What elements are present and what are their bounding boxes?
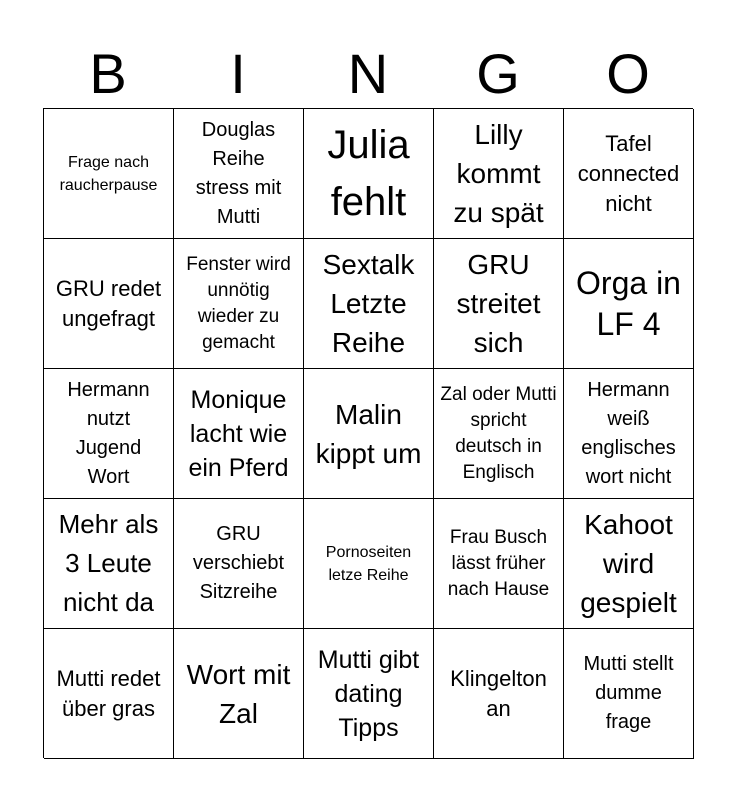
bingo-cell[interactable] <box>564 629 694 759</box>
bingo-cell[interactable] <box>564 239 694 369</box>
header-letter-i: I <box>230 42 246 105</box>
bingo-cell[interactable] <box>434 629 564 759</box>
bingo-cell[interactable] <box>304 239 434 369</box>
bingo-cell[interactable] <box>304 109 434 239</box>
header-letter-o: O <box>606 42 650 105</box>
bingo-cell[interactable] <box>304 629 434 759</box>
bingo-cell[interactable] <box>44 369 174 499</box>
bingo-cell[interactable] <box>304 369 434 499</box>
cell-text: Tafel connected nicht <box>577 130 680 216</box>
bingo-cell[interactable] <box>174 109 304 239</box>
bingo-cell[interactable] <box>564 369 694 499</box>
cell-text: Sextalk Letzte Reihe <box>322 249 415 358</box>
cell-text: Wort mit Zal <box>186 658 291 729</box>
bingo-cell[interactable] <box>564 109 694 239</box>
cell-text: Lilly kommt zu spät <box>453 119 544 228</box>
bingo-cell[interactable] <box>44 109 174 239</box>
bingo-cell[interactable] <box>434 369 564 499</box>
cell-text: Frage nach raucherpause <box>59 153 158 194</box>
cell-text: Douglas Reihe stress mit Mutti <box>195 118 282 228</box>
bingo-cell[interactable] <box>174 369 304 499</box>
cell-text: Orga in LF 4 <box>576 264 681 342</box>
cell-text: GRU verschiebt Sitzreihe <box>192 523 285 603</box>
cell-text: Zal oder Mutti spricht deutsch in Englisch <box>440 383 557 483</box>
cell-text: Kahoot wird gespielt <box>580 509 677 618</box>
cell-text: Mutti redet über gras <box>56 665 161 721</box>
cell-text: Hermann nutzt Jugend Wort <box>67 378 150 488</box>
bingo-cell[interactable] <box>174 239 304 369</box>
bingo-cell[interactable] <box>44 499 174 629</box>
header-letter-g: G <box>476 42 520 105</box>
bingo-header <box>43 38 693 110</box>
bingo-cell[interactable] <box>564 499 694 629</box>
bingo-cell[interactable] <box>44 629 174 759</box>
bingo-cell[interactable] <box>304 499 434 629</box>
cell-text: Mutti gibt dating Tipps <box>317 645 420 742</box>
cell-text: Klingelton an <box>450 665 547 721</box>
cell-text: GRU streitet sich <box>456 249 541 358</box>
cell-text: Fenster wird unnötig wieder zu gemacht <box>186 253 291 353</box>
cell-text: Frau Busch lässt früher nach Hause <box>447 526 550 600</box>
cell-text: Mehr als 3 Leute nicht da <box>58 509 159 617</box>
cell-text: Mutti stellt dumme frage <box>583 653 674 733</box>
bingo-grid <box>43 108 693 758</box>
bingo-cell[interactable] <box>174 499 304 629</box>
cell-text: Pornoseiten letze Reihe <box>325 543 412 584</box>
bingo-cell[interactable] <box>434 109 564 239</box>
header-letter-b: B <box>89 42 127 105</box>
bingo-cell[interactable] <box>174 629 304 759</box>
bingo-cell[interactable] <box>434 499 564 629</box>
cell-text: GRU redet ungefragt <box>55 275 162 331</box>
cell-text: Julia fehlt <box>327 122 410 224</box>
cell-text: Malin kippt um <box>315 398 422 469</box>
cell-text: Monique lacht wie ein Pferd <box>188 385 289 482</box>
bingo-cell[interactable] <box>44 239 174 369</box>
bingo-cell[interactable] <box>434 239 564 369</box>
header-letter-n: N <box>347 42 389 105</box>
cell-text: Hermann weiß englisches wort nicht <box>581 378 676 488</box>
